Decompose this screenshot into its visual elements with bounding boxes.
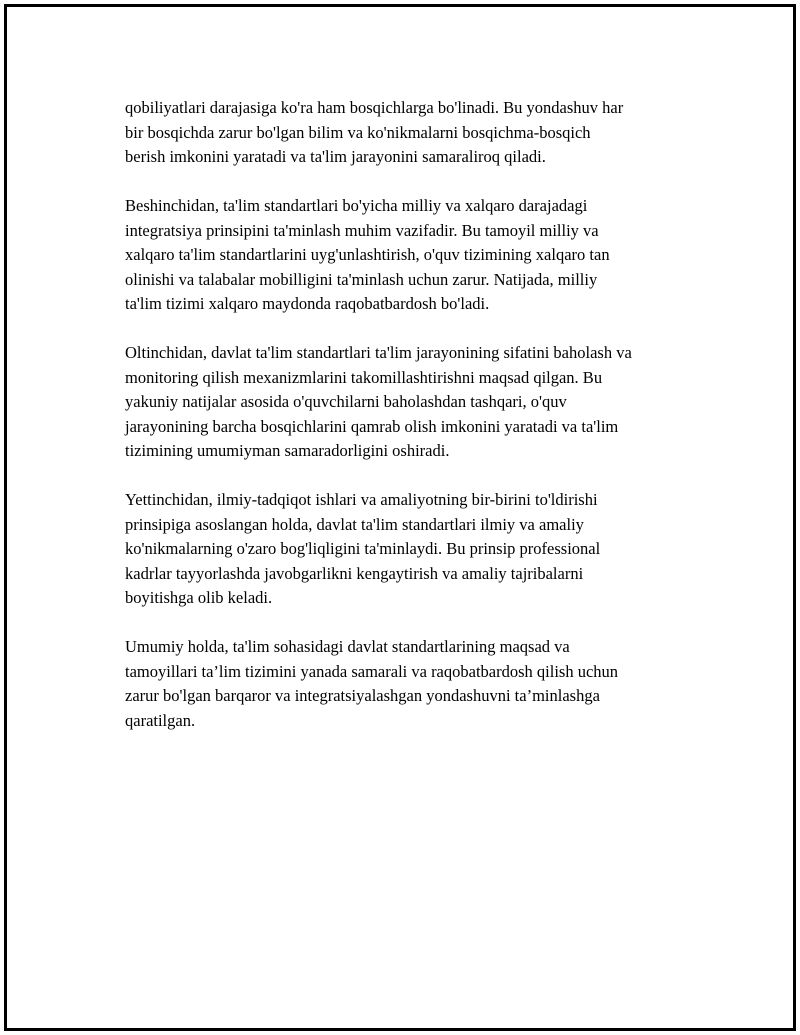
text-line: xalqaro ta'lim standartlarini uyg'unlashtirish, o'quv tizimining xalqaro tan [125,245,610,264]
text-line: boyitishga olib keladi. [125,588,273,607]
text-line: qobiliyatlari darajasiga ko'ra ham bosqichlarga bo'linadi. Bu yondashuv har [125,98,624,117]
text-line: berish imkonini yaratadi va ta'lim jarayonini samaraliroq qiladi. [125,147,546,166]
paragraph-3 [125,341,705,464]
text-line: tizimining umumiyman samaradorligini oshiradi. [125,441,450,460]
page-border [4,4,796,1031]
paragraph-2 [125,194,705,317]
text-line: monitoring qilish mexanizmlarini takomillashtirishni maqsad qilgan. Bu [125,367,603,387]
text-line: Umumiy holda, ta'lim sohasidagi davlat standartlarining maqsad va [125,637,570,656]
paragraph-5 [125,635,705,733]
text-line: ko'nikmalarning o'zaro bog'liqligini ta'minlaydi. Bu prinsip professional [125,539,601,558]
text-line: zarur bo'lgan barqaror va integratsiyalashgan yondashuvni ta’minlashga [125,686,600,705]
text-line: kadrlar tayyorlashda javobgarlikni kengaytirish va amaliy tajribalarni [125,563,584,583]
text-line: jarayonining barcha bosqichlarini qamrab olish imkonini yaratadi va ta'lim [125,416,619,436]
paragraph-4 [125,488,705,611]
text-line: tamoyillari ta’lim tizimini yanada samarali va raqobatbardosh qilish uchun [125,661,619,681]
text-line: integratsiya prinsipini ta'minlash muhim vazifadir. Bu tamoyil milliy va [125,220,599,240]
paragraph-1 [125,96,705,170]
text-line: Yettinchidan, ilmiy-tadqiqot ishlari va amaliyotning bir-birini to'ldirishi [125,490,598,509]
text-line: ta'lim tizimi xalqaro maydonda raqobatbardosh bo'ladi. [125,294,490,313]
text-line: bir bosqichda zarur bo'lgan bilim va ko'nikmalarni bosqichma-bosqich [125,122,591,142]
document-body [125,96,705,758]
text-line: olinishi va talabalar mobilligini ta'minlash uchun zarur. Natijada, milliy [125,269,598,289]
text-line: Oltinchidan, davlat ta'lim standartlari ta'lim jarayonining sifatini baholash va [125,343,632,362]
text-line: prinsipiga asoslangan holda, davlat ta'lim standartlari ilmiy va amaliy [125,514,584,534]
text-line: Beshinchidan, ta'lim standartlari bo'yicha milliy va xalqaro darajadagi [125,196,588,215]
text-line: yakuniy natijalar asosida o'quvchilarni baholashdan tashqari, o'quv [125,392,567,411]
text-line: qaratilgan. [125,710,196,730]
